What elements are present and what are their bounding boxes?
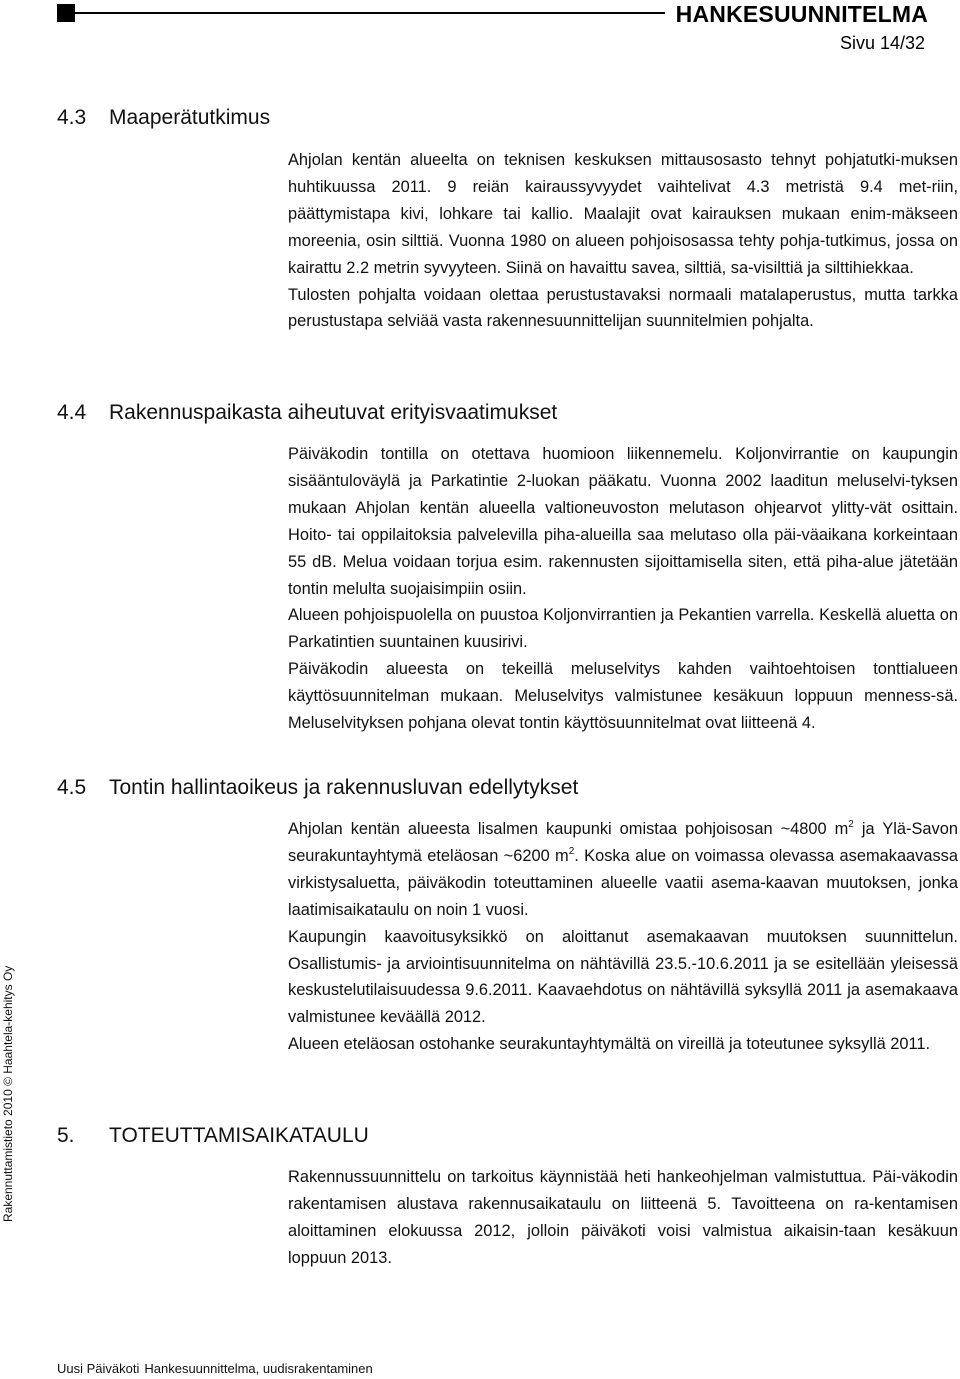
header-rule [75, 12, 665, 14]
footer [57, 1361, 373, 1376]
section-title: Rakennuspaikasta aiheutuvat erityisvaatimukset [109, 401, 558, 424]
section-number: 5. [57, 1124, 75, 1147]
footer-project: Uusi Päiväkoti [57, 1361, 140, 1376]
copyright-sidebar: Rakennuttamistieto 2010 © Haahtela-kehitys Oy [1, 965, 15, 1222]
section-heading-4-3 [57, 106, 270, 130]
document-title: HANKESUUNNITELMA [675, 1, 928, 27]
footer-description: Hankesuunnittelma, uudisrakentaminen [144, 1361, 373, 1376]
paragraph: Alueen eteläosan ostohanke seurakuntayhtymältä on vireillä ja toteutunee syksyllä 2011. [288, 1035, 931, 1054]
section-number: 4.5 [57, 776, 87, 799]
paragraph: Kaupungin kaavoitusyksikkö on aloittanut asemakaavan muutoksen suunnittelun. Osallistumis- ja arviointisuunnitelma on nähtävillä 23.5.-10.6.2011 ja se esitellään yleisessä keskustelutilaisuudessa 9.6.2011. Kaavaehdotus on nähtävillä syksyllä 2011 ja asemakaava valmistunee keväällä 2012. [288, 927, 958, 1027]
paragraph: Ahjolan kentän alueesta lisalmen kaupunki omistaa pohjoisosan ~4800 $m^2$ ja Ylä-Savon seurakuntayhtymä eteläosan ~6200 $m^2$. Koska alue on voimassa olevassa asemakaavassa virkistysaluetta, päiväkodin toteuttaminen alueelle vaatii asema-kaavan muutoksen, jonka laatimisaikataulu on noin 1 vuosi. [288, 819, 958, 919]
paragraph: Alueen pohjoispuolella on puustoa Koljonvirrantien ja Pekantien varrella. Keskellä aluetta on Parkatintien suuntainen kuusirivi. [288, 606, 958, 652]
superscript: 2 [848, 819, 854, 830]
section-body-4-5 [288, 816, 958, 1058]
section-number: 4.4 [57, 401, 87, 424]
section-body-5 [288, 1164, 958, 1272]
section-heading-4-4 [57, 401, 557, 425]
paragraph: Rakennussuunnittelu on tarkoitus käynnistää heti hankeohjelman valmistuttua. Päi-väkodin rakentamisen alustava rakennusaikataulu on liitteenä 5. Tavoitteena on ra-kentamisen aloittaminen elokuussa 2012, jolloin päiväkoti voisi valmistua aikaisin-taan kesäkuun loppuun 2013. [288, 1168, 958, 1267]
paragraph: Tulosten pohjalta voidaan olettaa perustustavaksi normaali matalaperustus, mutta tarkka perustustapa selviää vasta rakennesuunnittelijan suunnitelmien pohjalta. [288, 285, 958, 331]
section-heading-4-5 [57, 776, 578, 800]
page-number: Sivu 14/32 [839, 33, 925, 53]
paragraph: Päiväkodin alueesta on tekeillä meluselvitys kahden vaihtoehtoisen tonttialueen käyttösuunnitelman mukaan. Meluselvitys valmistunee kesäkuun loppuun menness-sä. Meluselvityksen pohjana olevat tontin käyttösuunnitelmat ovat liitteenä 4. [288, 660, 958, 733]
section-body-4-3 [288, 147, 958, 335]
section-title: Maaperätutkimus [109, 106, 271, 129]
section-heading-5 [57, 1124, 369, 1148]
superscript: 2 [568, 845, 575, 857]
section-title: Tontin hallintaoikeus ja rakennusluvan edellytykset [109, 776, 579, 799]
section-title: TOTEUTTAMISAIKATAULU [109, 1124, 369, 1147]
header-square-mark [57, 4, 75, 22]
paragraph: Ahjolan kentän alueelta on teknisen keskuksen mittausosasto tehnyt pohjatutki-muksen huhtikuussa 2011. 9 reiän kairaussyvyydet vaihtelivat 4.3 metristä 9.4 met-riin, päättymistapa kivi, lohkare tai kallio. Maalajit ovat kairauksen mukaan enim-mäkseen moreenia, osin silttiä. Vuonna 1980 on alueen pohjoisosassa tehty pohja-tutkimus, jossa on kairattu 2.2 metrin syvyyteen. Siinä on havaittu savea, silttiä, sa-visilttiä ja silttihiekkaa. [288, 151, 958, 277]
section-number: 4.3 [57, 106, 87, 129]
section-body-4-4 [288, 441, 958, 737]
paragraph: Päiväkodin tontilla on otettava huomioon liikennemelu. Koljonvirrantie on kaupungin sisääntuloväylä ja Parkatintie 2-luokan pääkatu. Vuonna 2002 laaditun meluselvi-tyksen mukaan Ahjolan kentän alueella valtioneuvoston melutason ohjearvot ylitty-vät osittain. Hoito- tai oppilaitoksia palvelevilla piha-alueilla saa melutaso olla päi-väaikana korkeintaan 55 dB. Melua voidaan torjua esim. rakennusten sijoittamisella siten, että piha-alue jätetään tontin melulta suojaisimpiin osiin. [288, 445, 958, 598]
